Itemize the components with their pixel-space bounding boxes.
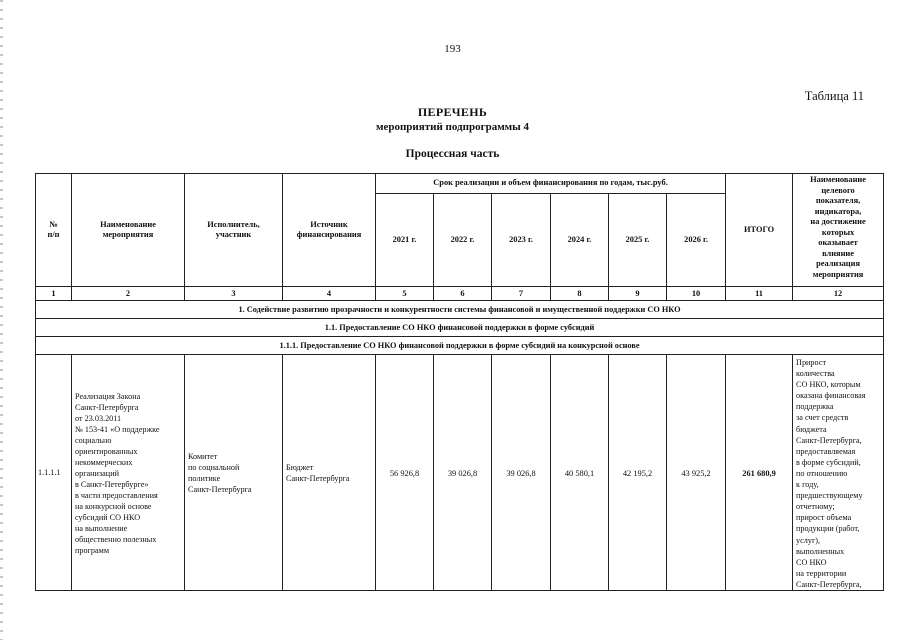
row-number: 1.1.1.1 [36, 355, 72, 591]
column-number: 3 [185, 287, 283, 301]
header-num [36, 174, 72, 287]
subsection-row [36, 319, 884, 337]
column-number-row [36, 287, 884, 301]
section-row [36, 301, 884, 319]
header-executor [185, 174, 283, 287]
row-value-2025 [609, 355, 667, 591]
subsection-heading: 1.1. Предоставление СО НКО финансовой поддержки в форме субсидий [36, 319, 884, 337]
row-value-2026 [667, 355, 726, 591]
row-indicator: Прирост количества СО НКО, которым оказана финансовая поддержка за счет средств бюджета Санкт-Петербурга, предоставляемая в форме субсидий, по отношению к году, предшествующему отчетному; прирост объема продукции (работ, услуг), выполненных СО НКО на территории Санкт-Петербурга, [796, 358, 866, 589]
header-source-text: Источник финансирования [296, 219, 362, 239]
header-period-group: Срок реализации и объем финансирования по годам, тыс.руб. [376, 174, 726, 194]
column-number: 9 [609, 287, 667, 301]
document-title: ПЕРЕЧЕНЬ [417, 105, 488, 119]
header-year: 2026 г. [667, 194, 726, 287]
row-total: 261 680,9 [742, 468, 776, 478]
column-number: 2 [72, 287, 185, 301]
row-total-cell [726, 355, 793, 591]
value: 39 026,8 [506, 468, 536, 478]
row-source-cell [283, 355, 376, 591]
subsubsection-row [36, 337, 884, 355]
row-value-2023 [492, 355, 551, 591]
value: 42 195,2 [622, 468, 653, 478]
header-total: ИТОГО [726, 174, 793, 287]
section-subtitle: Процессная часть [405, 148, 500, 160]
row-name-cell [72, 355, 185, 591]
value: 43 925,2 [681, 468, 711, 478]
header-year: 2024 г. [551, 194, 609, 287]
header-year: 2025 г. [609, 194, 667, 287]
table-label: Таблица 11 [804, 89, 864, 103]
document-title-subline: мероприятий подпрограммы 4 [375, 121, 530, 133]
page-number: 193 [444, 43, 461, 55]
column-number: 8 [551, 287, 609, 301]
row-value-2021 [376, 355, 434, 591]
column-number: 1 [36, 287, 72, 301]
header-indicator [793, 174, 884, 287]
row-value-2022 [434, 355, 492, 591]
header-executor-text: Исполнитель, участник [207, 219, 260, 239]
header-year: 2023 г. [492, 194, 551, 287]
value: 40 580,1 [564, 468, 595, 478]
value: 39 026,8 [447, 468, 478, 478]
row-value-2024 [551, 355, 609, 591]
row-indicator-cell [793, 355, 884, 591]
value: 56 926,8 [389, 468, 420, 478]
row-executor: Комитет по социальной политике Санкт-Петербурга [188, 452, 252, 495]
column-number: 5 [376, 287, 434, 301]
row-executor-cell [185, 355, 283, 591]
header-name [72, 174, 185, 287]
header-num-text: № п/п [47, 219, 60, 239]
activities-table [35, 173, 884, 591]
header-name-text: Наименование мероприятия [100, 219, 156, 239]
column-number: 11 [726, 287, 793, 301]
header-source [283, 174, 376, 287]
column-number: 6 [434, 287, 492, 301]
header-indicator-text: Наименование целевого показателя, индикатора, на достижение которых оказывает влияние реализация мероприятия [810, 175, 866, 279]
scan-edge-marks [0, 0, 3, 640]
section-heading: 1. Содействие развитию прозрачности и конкурентности системы финансовой и имущественной поддержки СО НКО [36, 301, 884, 319]
column-number: 12 [793, 287, 884, 301]
header-year: 2021 г. [376, 194, 434, 287]
column-number: 10 [667, 287, 726, 301]
table-row [36, 355, 884, 591]
row-name: Реализация Закона Санкт-Петербурга от 23.03.2011 № 153-41 «О поддержке социально ориентированных некоммерческих организаций в Санкт-Петербурге» в части предоставления на конкурсной основе субсидий СО НКО на выполнение общественно полезных программ [75, 391, 160, 555]
subsubsection-heading: 1.1.1. Предоставление СО НКО финансовой поддержки в форме субсидий на конкурсной основе [36, 337, 884, 355]
row-source: Бюджет Санкт-Петербурга [286, 463, 350, 484]
column-number: 7 [492, 287, 551, 301]
header-year: 2022 г. [434, 194, 492, 287]
column-number: 4 [283, 287, 376, 301]
